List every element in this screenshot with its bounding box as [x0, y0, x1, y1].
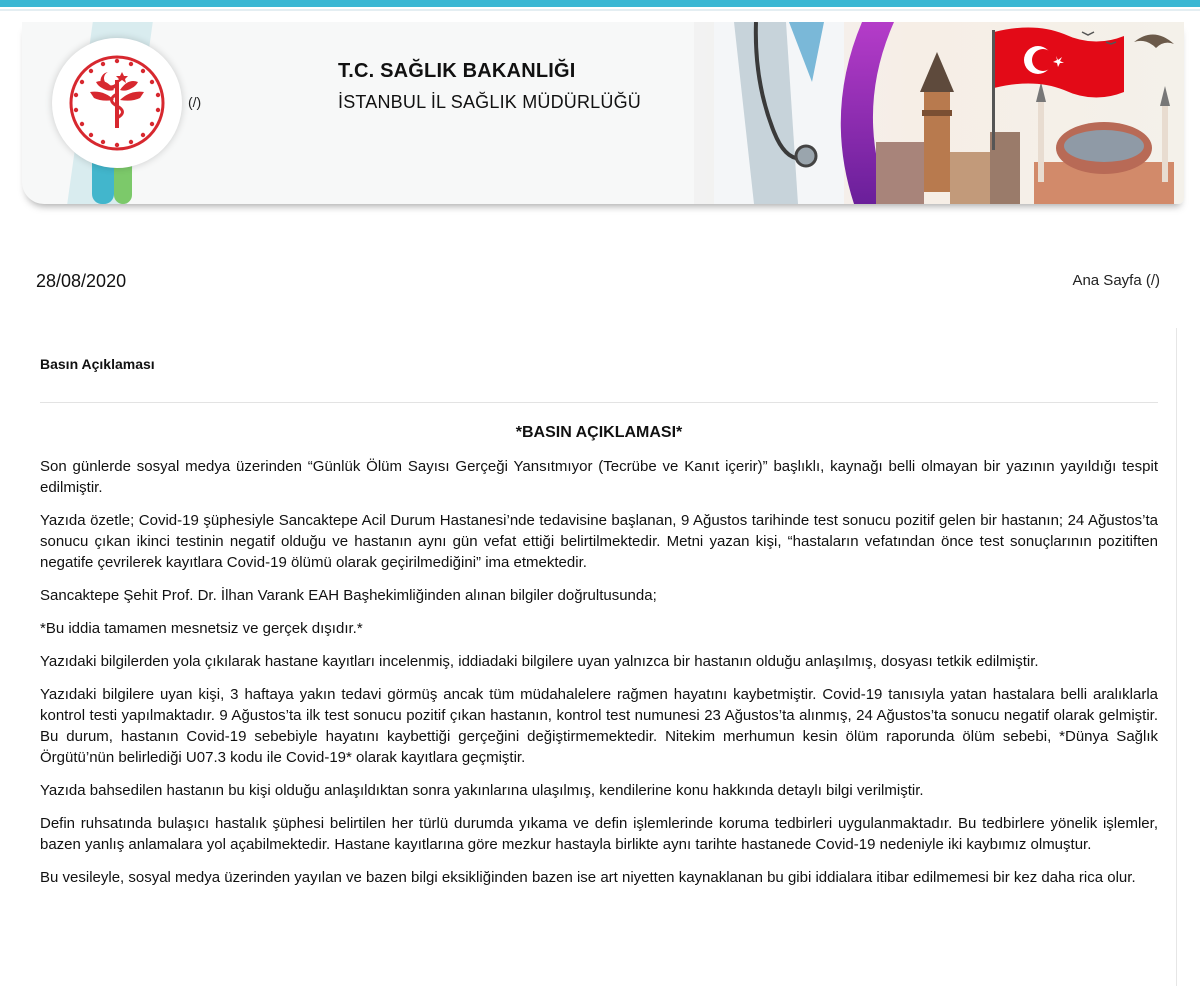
publication-date: 28/08/2020	[36, 271, 127, 291]
top-accent-bar	[0, 0, 1200, 7]
section-title: Basın Açıklaması	[40, 356, 155, 372]
article-paragraph: Bu vesileyle, sosyal medya üzerinden yayılan ve bazen bilgi eksikliğinden bazen ise art niyetten kaynaklanan bu gibi iddialara itibar edilmemesi bir kez daha rica olur.	[40, 869, 1136, 886]
article-heading: *BASIN AÇIKLAMASI*	[515, 424, 683, 441]
content-panel	[0, 328, 1177, 986]
article-paragraph: Yazıdaki bilgilere uyan kişi, 3 haftaya yakın tedavi görmüş ancak tüm müdahalelere rağmen hayatını kaybetmiştir. Covid-19 tanısıyla yatan hastalara belli aralıklarla kontrol testi yapılmaktadır. 9 Ağustos’ta ilk test sonucu pozitif çıkan hastanın, kontrol test numunesi 23 Ağustos’ta alınmış, 24 Ağustos’ta sonucu negatif olarak gelmiştir. Bu durum, hastanın Covid-19 sebebiyle hayatını kaybettiği gerçeğini değiştirmemektedir. Nitekim merhumun kesin ölüm raporunda ölüm sebebi, *Dünya Sağlık Örgütü’nün belirlediği U07.3 kodu ile Covid-19* olarak kayıtlara geçmiştir.	[40, 686, 1158, 766]
directorate-title: İSTANBUL İL SAĞLIK MÜDÜRLÜĞÜ	[338, 92, 641, 112]
logo-link-text[interactable]: (/)	[188, 94, 202, 110]
article-paragraph: Yazıda bahsedilen hastanın bu kişi olduğu anlaşıldıktan sonra yakınlarına ulaşılmış, kendilerine konu hakkında detaylı bilgi verilmiştir.	[40, 782, 924, 799]
top-accent-line	[0, 9, 1200, 11]
article-paragraph: Defin ruhsatında bulaşıcı hastalık şüphesi belirtilen her türlü durumda yıkama ve defin işlemlerinde koruma tedbirleri uygulanmaktadır. Bu tedbirlere yönelik işlemler, bazen yanlış anlamalara yol açabilmektedir. Hastane kayıtlarına göre mezkur hastayla birlikte aynı tarihte hastanede Covid-19 nedeniyle iki kaybımız olmuştur.	[40, 815, 1158, 853]
article-body	[40, 424, 1158, 900]
article-paragraph: Yazıda özetle; Covid-19 şüphesiyle Sancaktepe Acil Durum Hastanesi’nde tedavisine başlanan, 9 Ağustos tarihinde test sonucu pozitif gelen bir hastanın; 24 Ağustos’ta sonucu çıkan ikinci testinin negatif olduğu ve hastanın aynı gün vefat ettiği belirtilmektedir. Metni yazan kişi, “hastaların vefatından önce test sonuçlarının pozitiften negatife çevrilerek kayıtlara Covid-19 ölümü olarak geçirilmediğini” ima etmektedir.	[40, 512, 1158, 571]
home-link[interactable]: Ana Sayfa (/)	[1072, 272, 1160, 289]
banner-image	[694, 22, 1184, 204]
section-divider	[40, 402, 1158, 403]
article-paragraph: Yazıdaki bilgilerden yola çıkılarak hastane kayıtları incelenmiş, iddiadaki bilgilere uyan yalnızca bir hastanın olduğu anlaşılmış, dosyası tetkik edilmiştir.	[40, 653, 1039, 670]
article-paragraph: Sancaktepe Şehit Prof. Dr. İlhan Varank EAH Başhekimliğinden alınan bilgiler doğrultusunda;	[40, 587, 657, 604]
ministry-title: T.C. SAĞLIK BAKANLIĞI	[338, 60, 576, 82]
article-paragraph: Son günlerde sosyal medya üzerinden “Günlük Ölüm Sayısı Gerçeği Yansıtmıyor (Tecrübe ve Kanıt içerir)” başlıklı, kaynağı belli olmayan bir yazının yayıldığı tespit edilmiştir.	[40, 458, 1158, 496]
header-banner	[22, 22, 1184, 204]
ministry-logo-icon[interactable]	[62, 48, 172, 158]
article-paragraph: *Bu iddia tamamen mesnetsiz ve gerçek dışıdır.*	[40, 620, 363, 637]
